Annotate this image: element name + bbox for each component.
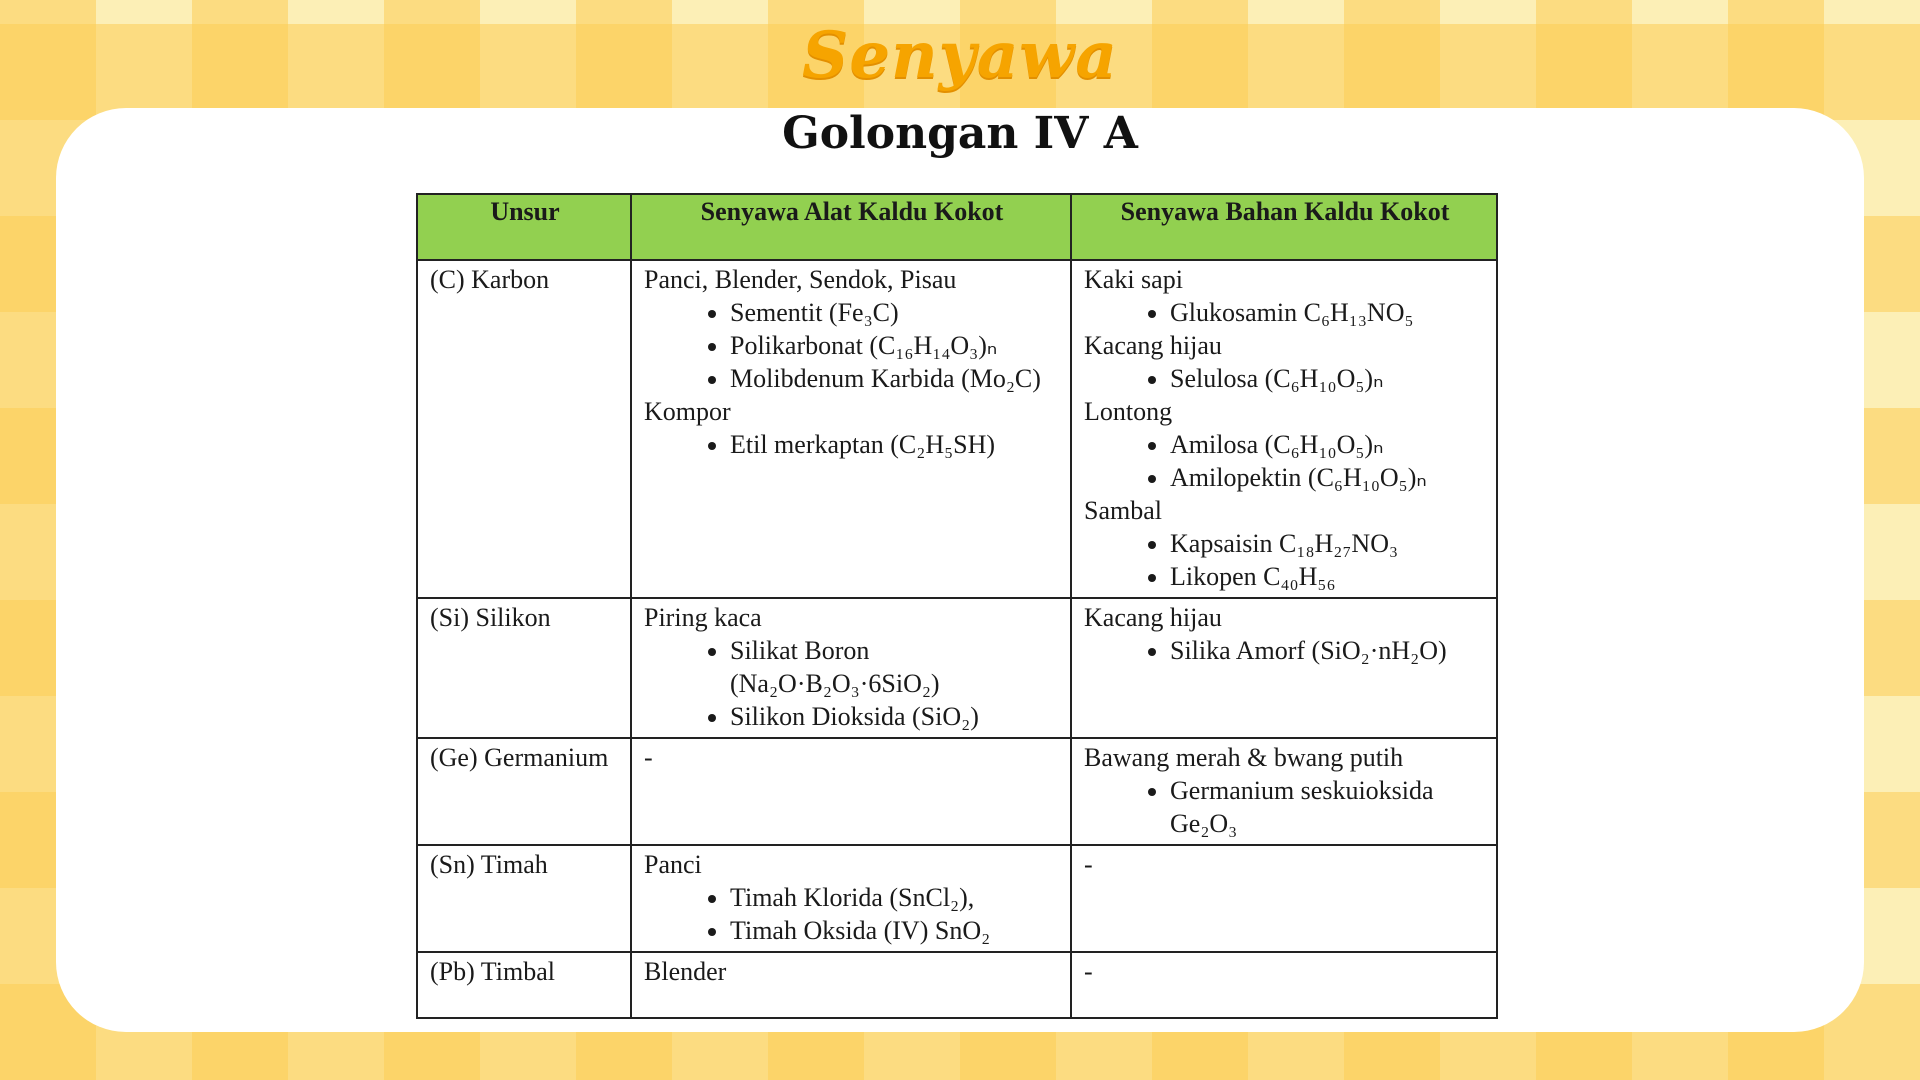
compound-list xyxy=(1084,527,1486,593)
compound-item: • Germanium seskuioksida Ge₂O₃ xyxy=(1170,774,1486,840)
compound-item: • Molibdenum Karbida (Mo₂C) xyxy=(730,362,1060,395)
compound-list xyxy=(1084,428,1486,494)
compound-item: • Amilopektin (C₆H₁₀O₅)ₙ xyxy=(1170,461,1486,494)
compound-item: • Glukosamin C₆H₁₃NO₅ xyxy=(1170,296,1486,329)
header-senyawa-alat: Senyawa Alat Kaldu Kokot xyxy=(631,194,1071,260)
materials-cell: - xyxy=(1071,845,1497,952)
compound-list xyxy=(644,881,1060,947)
tools-cell: - xyxy=(631,738,1071,845)
compound-item: • Timah Klorida (SnCl₂), xyxy=(730,881,1060,914)
compound-item: • Selulosa (C₆H₁₀O₅)ₙ xyxy=(1170,362,1486,395)
group-label: Lontong xyxy=(1084,397,1173,426)
element-cell: (Si) Silikon xyxy=(417,598,631,738)
table-header-row xyxy=(417,194,1497,260)
element-cell: (Sn) Timah xyxy=(417,845,631,952)
compound-item: • Silikon Dioksida (SiO₂) xyxy=(730,700,1060,733)
compound-item: • Timah Oksida (IV) SnO₂ xyxy=(730,914,1060,947)
element-cell: (C) Karbon xyxy=(417,260,631,598)
compound-list xyxy=(1084,774,1486,840)
tools-cell xyxy=(631,845,1071,952)
tools-cell xyxy=(631,260,1071,598)
group-label: Bawang merah & bwang putih xyxy=(1084,743,1404,772)
group-label: Kompor xyxy=(644,397,731,426)
tools-cell xyxy=(631,952,1071,1018)
group-label: Panci xyxy=(644,850,702,879)
compound-list xyxy=(644,428,1060,461)
compound-list xyxy=(1084,362,1486,395)
compound-item: • Silikat Boron (Na₂O·B₂O₃·6SiO₂) xyxy=(730,634,1060,700)
brand-logo-text: Senyawa xyxy=(802,18,1118,93)
compound-list xyxy=(1084,296,1486,329)
compound-item: • Etil merkaptan (C₂H₅SH) xyxy=(730,428,1060,461)
group-label: Piring kaca xyxy=(644,603,762,632)
element-cell: (Pb) Timbal xyxy=(417,952,631,1018)
group-label: Panci, Blender, Sendok, Pisau xyxy=(644,265,957,294)
compound-item: • Sementit (Fe₃C) xyxy=(730,296,1060,329)
header-unsur: Unsur xyxy=(417,194,631,260)
compound-item: • Amilosa (C₆H₁₀O₅)ₙ xyxy=(1170,428,1486,461)
group-label: Kacang hijau xyxy=(1084,331,1222,360)
compound-list xyxy=(644,634,1060,733)
compound-item: • Polikarbonat (C₁₆H₁₄O₃)ₙ xyxy=(730,329,1060,362)
materials-cell xyxy=(1071,598,1497,738)
tools-cell xyxy=(631,598,1071,738)
header-senyawa-bahan: Senyawa Bahan Kaldu Kokot xyxy=(1071,194,1497,260)
table-row xyxy=(417,598,1497,738)
group-label: Kaki sapi xyxy=(1084,265,1183,294)
compounds-table xyxy=(416,193,1498,1019)
materials-cell: - xyxy=(1071,952,1497,1018)
group-label: Kacang hijau xyxy=(1084,603,1222,632)
element-cell: (Ge) Germanium xyxy=(417,738,631,845)
compound-item: • Silika Amorf (SiO₂·nH₂O) xyxy=(1170,634,1486,667)
table-row xyxy=(417,738,1497,845)
group-label: Blender xyxy=(644,957,727,986)
table-row xyxy=(417,845,1497,952)
table-row xyxy=(417,260,1497,598)
materials-cell xyxy=(1071,738,1497,845)
page-title: Golongan IV A xyxy=(782,108,1138,159)
compound-list xyxy=(644,296,1060,395)
group-label: Sambal xyxy=(1084,496,1162,525)
compound-item: • Kapsaisin C₁₈H₂₇NO₃ xyxy=(1170,527,1486,560)
compound-item: • Likopen C₄₀H₅₆ xyxy=(1170,560,1486,593)
materials-cell xyxy=(1071,260,1497,598)
table-row xyxy=(417,952,1497,1018)
compound-list xyxy=(1084,634,1486,667)
